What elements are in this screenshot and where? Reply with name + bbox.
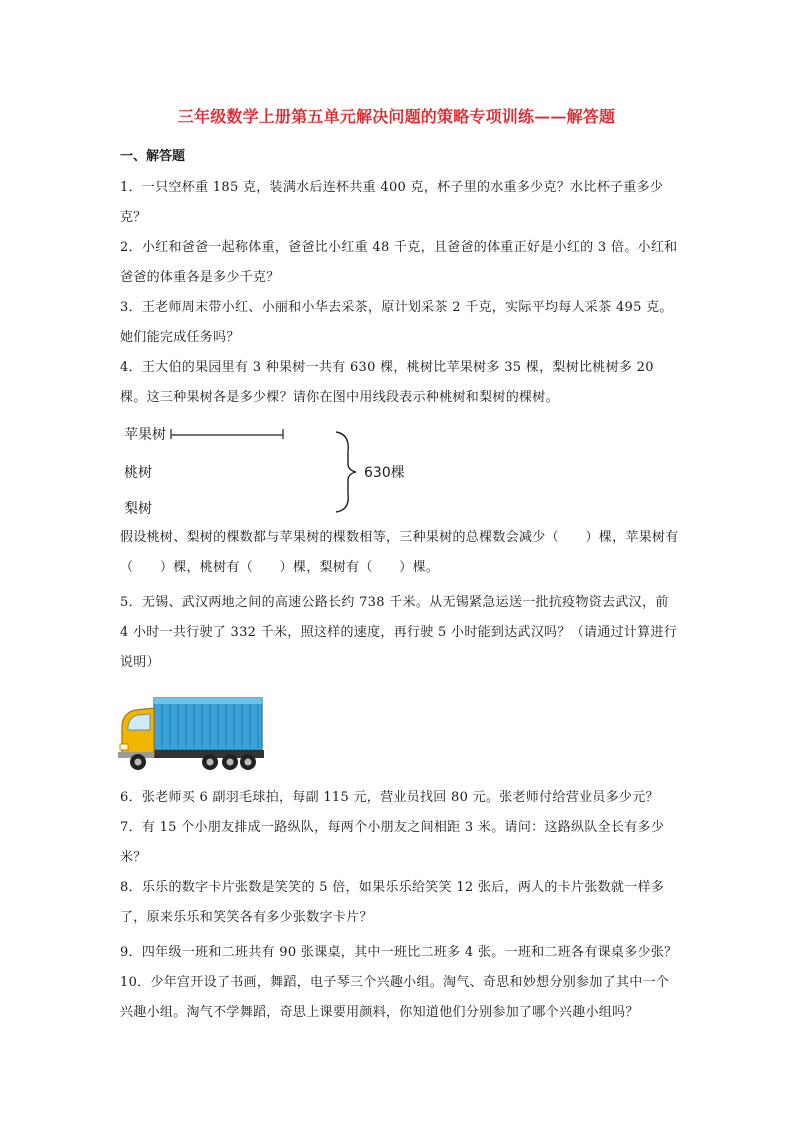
peach-tree-label: 桃树 — [124, 465, 152, 481]
question-5: 5．无锡、武汉两地之间的高速公路长约 738 千米。从无锡紧急运送一批抗疫物资去武汉，前 4 小时一共行驶了 332 千米，照这样的速度，再行驶 5 小时能到达武汉吗？（请通过计算进行说明） — [120, 595, 678, 670]
question-10: 10．少年宫开设了书画，舞蹈，电子琴三个兴趣小组。淘气、奇思和妙想分别参加了其中一个兴趣小组。淘气不学舞蹈，奇思上课要用颜料，你知道他们分别参加了哪个兴趣小组吗？ — [120, 975, 670, 1020]
line-segment-diagram — [118, 422, 418, 522]
question-4: 4．王大伯的果园里有 3 种果树一共有 630 棵，桃树比苹果树多 35 棵，梨树比桃树多 20 棵。这三种果树各是多少棵？请你在图中用线段表示种桃树和梨树的棵树。 — [120, 360, 654, 405]
apple-tree-label: 苹果树 — [124, 427, 166, 443]
section-heading: 一、解答题 — [120, 149, 186, 164]
total-label: 630棵 — [364, 465, 405, 481]
page-title: 三年级数学上册第五单元解决问题的策略专项训练——解答题 — [177, 107, 616, 126]
question-6: 6．张老师买 6 副羽毛球拍，每副 115 元，营业员找回 80 元。张老师付给营业员多少元？ — [120, 790, 659, 805]
question-1: 1．一只空杯重 185 克，装满水后连杯共重 400 克，杯子里的水重多少克？水比杯子重多少克？ — [120, 180, 664, 225]
question-4-fill-blank: 假设桃树、梨树的棵数都与苹果树的棵数相等，三种果树的总棵数会减少（ ）棵，苹果树有（ ）棵，桃树有（ ）棵，梨树有（ ）棵。 — [120, 530, 679, 575]
question-9: 9．四年级一班和二班共有 90 张课桌，其中一班比二班多 4 张。一班和二班各有课桌多少张？ — [120, 945, 678, 960]
question-8: 8．乐乐的数字卡片张数是笑笑的 5 倍，如果乐乐给笑笑 12 张后，两人的卡片张数就一样多了，原来乐乐和笑笑各有多少张数字卡片？ — [120, 880, 665, 925]
question-3: 3．王老师周末带小红、小丽和小华去采茶，原计划采茶 2 千克，实际平均每人采茶 495 克。她们能完成任务吗？ — [120, 300, 673, 345]
truck-icon — [118, 690, 268, 776]
apple-segment — [171, 429, 283, 439]
curly-brace — [336, 432, 356, 512]
question-7: 7．有 15 个小朋友排成一路纵队，每两个小朋友之间相距 3 米。请问：这路纵队全长有多少米？ — [120, 820, 665, 865]
pear-tree-label: 梨树 — [124, 501, 152, 517]
question-2: 2．小红和爸爸一起称体重，爸爸比小红重 48 千克，且爸爸的体重正好是小红的 3 倍。小红和爸爸的体重各是多少千克？ — [120, 240, 678, 285]
